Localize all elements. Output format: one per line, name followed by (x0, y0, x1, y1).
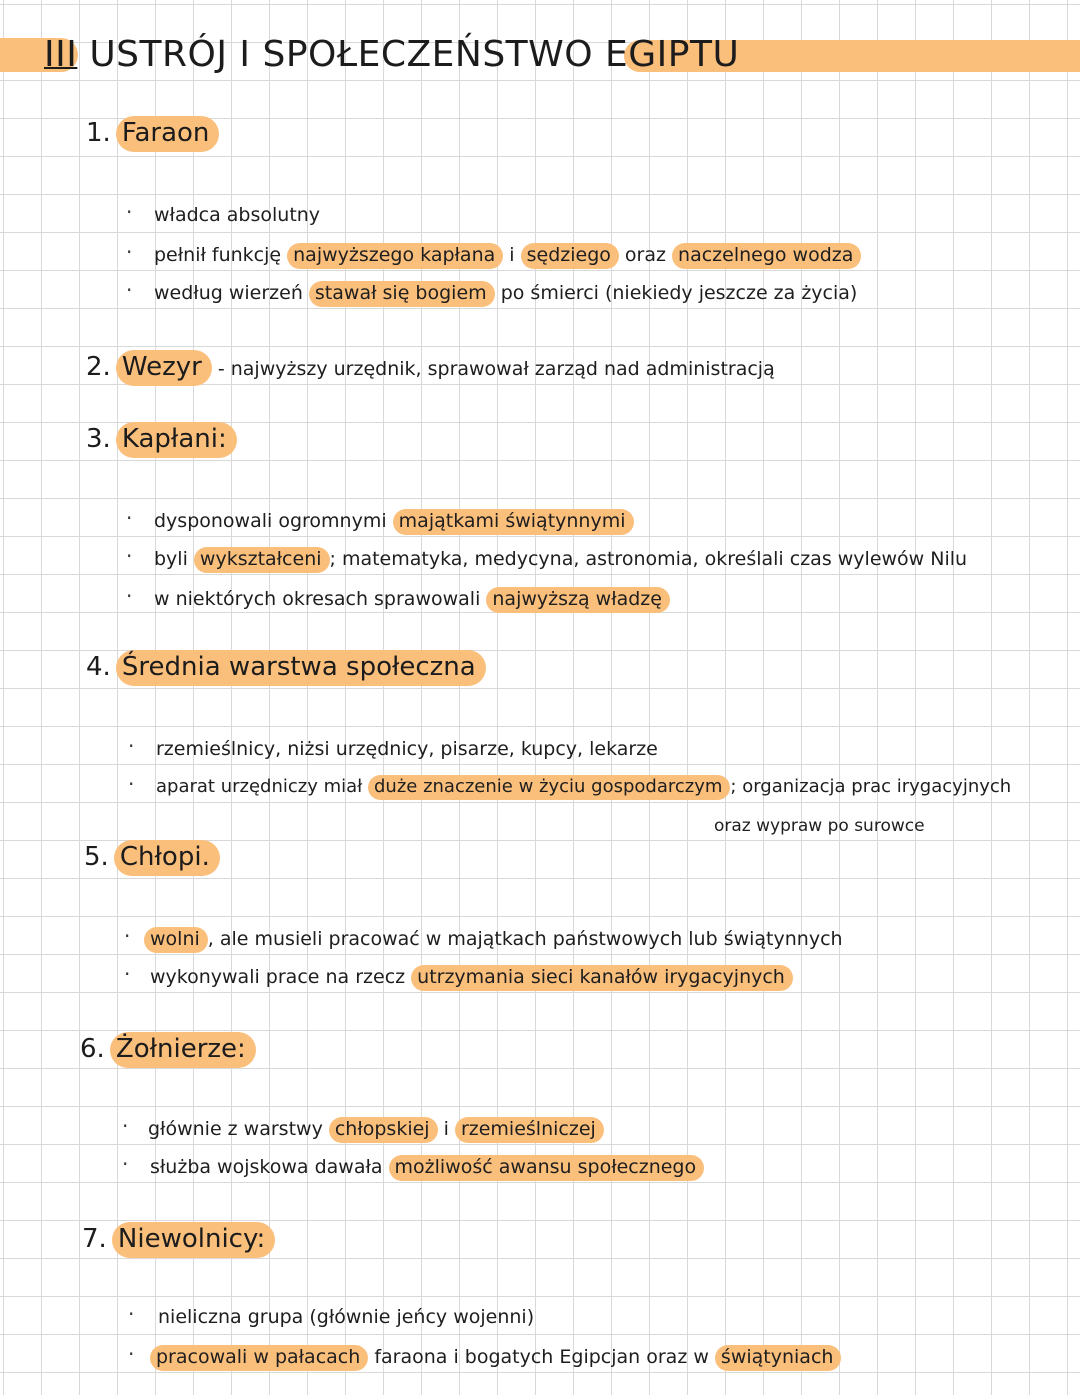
text-run: wykonywali prace na rzecz (150, 966, 412, 988)
text-run: dysponowali ogromnymi (154, 510, 393, 532)
note-line (150, 1156, 704, 1178)
highlighted-text: stawał się bogiem (309, 281, 495, 307)
note-line (150, 966, 793, 988)
section-number: 2. (86, 352, 111, 382)
bullet: · (124, 924, 131, 948)
section-heading-zolnierze: Żołnierze: (110, 1032, 256, 1068)
note-line-continuation (714, 816, 925, 836)
note-line (154, 548, 967, 570)
text-run: ; matematyka, medycyna, astronomia, określali czas wylewów Nilu (329, 548, 968, 570)
section-heading-kaplani: Kapłani: (116, 422, 237, 458)
section-heading-niewolnicy: Niewolnicy: (112, 1222, 275, 1258)
bullet: · (126, 544, 133, 568)
note-line (156, 776, 1011, 797)
text-run: nieliczna grupa (głównie jeńcy wojenni) (158, 1306, 535, 1328)
text-run: ; organizacja prac irygacyjnych (730, 776, 1012, 797)
bullet: · (124, 962, 131, 986)
text-run: i (503, 244, 521, 266)
text-run: służba wojskowa dawała (150, 1156, 389, 1178)
section-5-header (84, 842, 220, 872)
text-run: oraz wypraw po surowce (714, 816, 925, 836)
highlighted-text: utrzymania sieci kanałów irygacyjnych (411, 965, 793, 991)
bullet: · (128, 734, 135, 758)
highlighted-text: świątyniach (715, 1345, 842, 1371)
note-line (158, 1306, 534, 1328)
highlighted-text: rzemieślniczej (455, 1117, 604, 1143)
text-run: władca absolutny (154, 204, 321, 226)
section-number: 6. (80, 1034, 105, 1064)
note-line (156, 738, 658, 760)
text-run: i (437, 1118, 455, 1140)
highlighted-text: najwyższą władzę (486, 587, 670, 613)
highlighted-text: chłopskiej (329, 1117, 438, 1143)
highlighted-text: duże znaczenie w życiu gospodarczym (368, 775, 730, 800)
text-run: , ale musieli pracować w majątkach państwowych lub świątynnych (207, 928, 843, 950)
highlighted-text: najwyższego kapłana (287, 243, 503, 269)
text-run: aparat urzędniczy miał (156, 776, 368, 797)
section-heading-wezyr: Wezyr (116, 350, 212, 386)
note-line (154, 588, 670, 610)
section-3-header (86, 424, 237, 454)
title-roman-numeral: III (44, 34, 78, 75)
text-run: oraz (618, 244, 673, 266)
highlighted-text: wolni (144, 927, 208, 953)
section-7-header (82, 1224, 275, 1254)
bullet: · (128, 772, 135, 796)
text-run: w niektórych okresach sprawowali (154, 588, 487, 610)
highlighted-text: wykształceni (194, 547, 330, 573)
bullet: · (122, 1152, 129, 1176)
bullet: · (126, 240, 133, 264)
section-inline-text: - najwyższy urzędnik, sprawował zarząd nad administracją (211, 358, 775, 380)
section-heading-faraon: Faraon (116, 116, 220, 152)
text-run: rzemieślnicy, niżsi urzędnicy, pisarze, kupcy, lekarze (156, 738, 658, 760)
bullet: · (126, 506, 133, 530)
section-6-header (80, 1034, 256, 1064)
bullet: · (122, 1114, 129, 1138)
section-number: 4. (86, 652, 111, 682)
section-4-header (86, 652, 486, 682)
section-1-header (86, 118, 219, 148)
highlighted-text: pracowali w pałacach (150, 1345, 368, 1371)
section-heading-srednia-warstwa: Średnia warstwa społeczna (116, 650, 486, 686)
text-run: po śmierci (niekiedy jeszcze za życia) (494, 282, 858, 304)
text-run: faraona i bogatych Egipcjan oraz w (368, 1346, 715, 1368)
title-text: USTRÓJ I SPOŁECZEŃSTWO EGIPTU (89, 34, 740, 75)
bullet: · (126, 278, 133, 302)
section-number: 3. (86, 424, 111, 454)
section-number: 1. (86, 118, 111, 148)
text-run: według wierzeń (154, 282, 309, 304)
note-line (154, 282, 857, 304)
section-heading-chlopi: Chłopi. (114, 840, 220, 876)
bullet: · (128, 1342, 135, 1366)
section-number: 5. (84, 842, 109, 872)
page-title (44, 34, 739, 75)
text-run: pełnił funkcję (154, 244, 288, 266)
note-line (150, 1346, 841, 1368)
note-line (154, 204, 320, 226)
highlighted-text: naczelnego wodza (672, 243, 861, 269)
section-2-header (86, 352, 775, 382)
highlighted-text: sędziego (521, 243, 619, 269)
note-line (148, 1118, 604, 1140)
text-run: byli (154, 548, 194, 570)
highlighted-text: możliwość awansu społecznego (389, 1155, 705, 1181)
highlighted-text: majątkami świątynnymi (393, 509, 634, 535)
bullet: · (126, 200, 133, 224)
bullet: · (128, 1302, 135, 1326)
note-line (144, 928, 843, 950)
note-line (154, 510, 634, 532)
section-number: 7. (82, 1224, 107, 1254)
note-line (154, 244, 861, 266)
bullet: · (126, 584, 133, 608)
text-run: głównie z warstwy (148, 1118, 329, 1140)
